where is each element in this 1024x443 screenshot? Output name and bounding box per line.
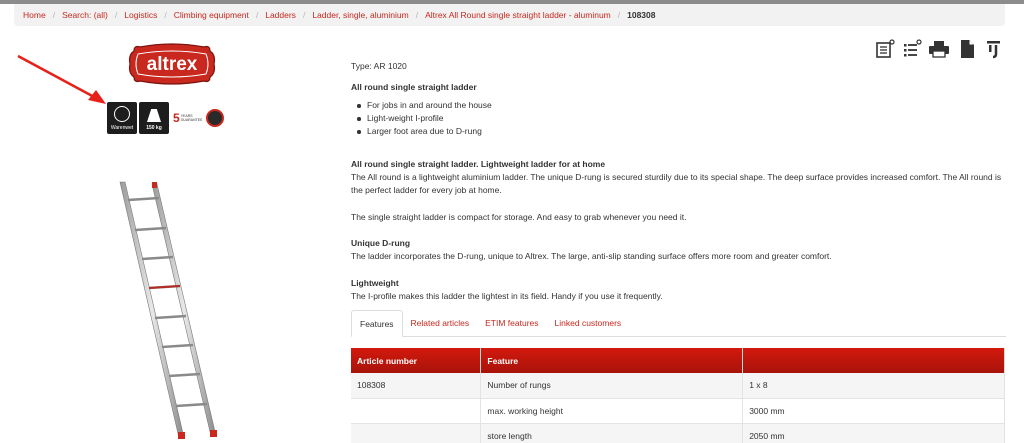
guarantee-badge bbox=[173, 111, 203, 125]
product-toolbar bbox=[874, 36, 1004, 62]
breadcrumb-separator: / bbox=[164, 10, 167, 20]
tab-etim-features[interactable]: ETIM features bbox=[485, 318, 539, 328]
ladder-product-image bbox=[110, 180, 220, 443]
breadcrumb-separator: / bbox=[302, 10, 306, 20]
quality-seal-icon bbox=[206, 109, 224, 127]
bullet-item: Light-weight I-profile bbox=[355, 112, 492, 125]
section-heading: All round single straight ladder. Lightweight ladder for at home bbox=[351, 159, 606, 169]
section-text: The All round is a lightweight aluminium ladder. The unique D-rung is secured sturdily due to its special shape. The deep surface provides increased comfort. The All round is the perfect ladder for every job at home. bbox=[351, 172, 1002, 195]
breadcrumb-separator: / bbox=[52, 10, 56, 20]
product-title: All round single straight ladder bbox=[351, 82, 477, 92]
table-cell: 1 x 8 bbox=[743, 373, 1005, 398]
breadcrumb-separator: / bbox=[617, 10, 621, 20]
warenwet-badge bbox=[107, 102, 137, 134]
breadcrumb-ladders[interactable]: Ladders bbox=[265, 10, 296, 20]
features-table bbox=[351, 348, 1005, 443]
table-cell bbox=[351, 398, 481, 423]
logo-text: altrex bbox=[146, 54, 198, 75]
tab-linked-customers[interactable]: Linked customers bbox=[554, 318, 622, 328]
tab-related-articles[interactable]: Related articles bbox=[410, 318, 470, 328]
table-cell: store length bbox=[481, 423, 743, 443]
breadcrumb-current: 108308 bbox=[627, 10, 656, 20]
breadcrumb-home[interactable]: Home bbox=[23, 10, 46, 20]
product-type: Type: AR 1020 bbox=[351, 61, 407, 71]
certification-badges bbox=[107, 102, 224, 134]
storage-section bbox=[351, 211, 1007, 224]
export-icon[interactable] bbox=[983, 38, 1004, 60]
section-text: The single straight ladder is compact for storage. And easy to grab whenever you need it. bbox=[351, 212, 687, 222]
d-rung-section bbox=[351, 237, 1007, 263]
table-cell: Number of rungs bbox=[481, 373, 743, 398]
breadcrumb-climbing-equipment[interactable]: Climbing equipment bbox=[173, 10, 249, 20]
max-load-label: 150 kg bbox=[146, 125, 162, 131]
weight-icon bbox=[147, 109, 161, 122]
guarantee-years: 5 bbox=[173, 111, 180, 125]
breadcrumb bbox=[14, 4, 1005, 26]
table-row bbox=[351, 398, 1005, 423]
description-section bbox=[351, 158, 1007, 197]
table-cell bbox=[351, 423, 481, 443]
list-icon[interactable] bbox=[901, 38, 922, 60]
red-arrow-annotation bbox=[16, 54, 108, 106]
column-header-feature: Feature bbox=[481, 348, 743, 373]
table-cell: 2050 mm bbox=[743, 423, 1005, 443]
product-tabs bbox=[351, 310, 1006, 337]
table-cell: max. working height bbox=[481, 398, 743, 423]
breadcrumb-separator: / bbox=[255, 10, 259, 20]
breadcrumb-ladder-single[interactable]: Ladder, single, aluminium bbox=[312, 10, 409, 20]
print-icon[interactable] bbox=[928, 38, 950, 60]
bullet-item: For jobs in and around the house bbox=[355, 99, 492, 112]
table-cell: 3000 mm bbox=[743, 398, 1005, 423]
section-text: The I-profile makes this ladder the lightest in its field. Handy if you use it frequently. bbox=[351, 291, 663, 301]
breadcrumb-search[interactable]: Search: (all) bbox=[62, 10, 108, 20]
column-header-value bbox=[743, 348, 1005, 373]
breadcrumb-separator: / bbox=[415, 10, 419, 20]
max-load-badge bbox=[139, 102, 169, 134]
column-header-article-number: Article number bbox=[351, 348, 481, 373]
table-row bbox=[351, 373, 1005, 398]
altrex-logo bbox=[126, 43, 218, 85]
bullet-item: Larger foot area due to D-rung bbox=[355, 125, 492, 138]
datasheet-icon[interactable] bbox=[874, 38, 895, 60]
table-cell: 108308 bbox=[351, 373, 481, 398]
tab-features[interactable]: Features bbox=[351, 310, 403, 337]
table-row bbox=[351, 423, 1005, 443]
warenwet-label: Warenwet bbox=[110, 125, 134, 131]
breadcrumb-product[interactable]: Altrex All Round single straight ladder - aluminum bbox=[425, 10, 611, 20]
section-heading: Lightweight bbox=[351, 278, 399, 288]
document-icon[interactable] bbox=[956, 38, 977, 60]
table-header-row bbox=[351, 348, 1005, 373]
warenwet-seal-icon bbox=[114, 106, 130, 122]
section-text: The ladder incorporates the D-rung, unique to Altrex. The large, anti-slip standing surface offers more room and greater comfort. bbox=[351, 251, 832, 261]
breadcrumb-logistics[interactable]: Logistics bbox=[124, 10, 158, 20]
feature-bullets bbox=[355, 99, 492, 138]
breadcrumb-separator: / bbox=[114, 10, 118, 20]
guarantee-text: YEARS GUARANTEE bbox=[180, 114, 203, 122]
lightweight-section bbox=[351, 277, 1007, 303]
section-heading: Unique D-rung bbox=[351, 238, 411, 248]
